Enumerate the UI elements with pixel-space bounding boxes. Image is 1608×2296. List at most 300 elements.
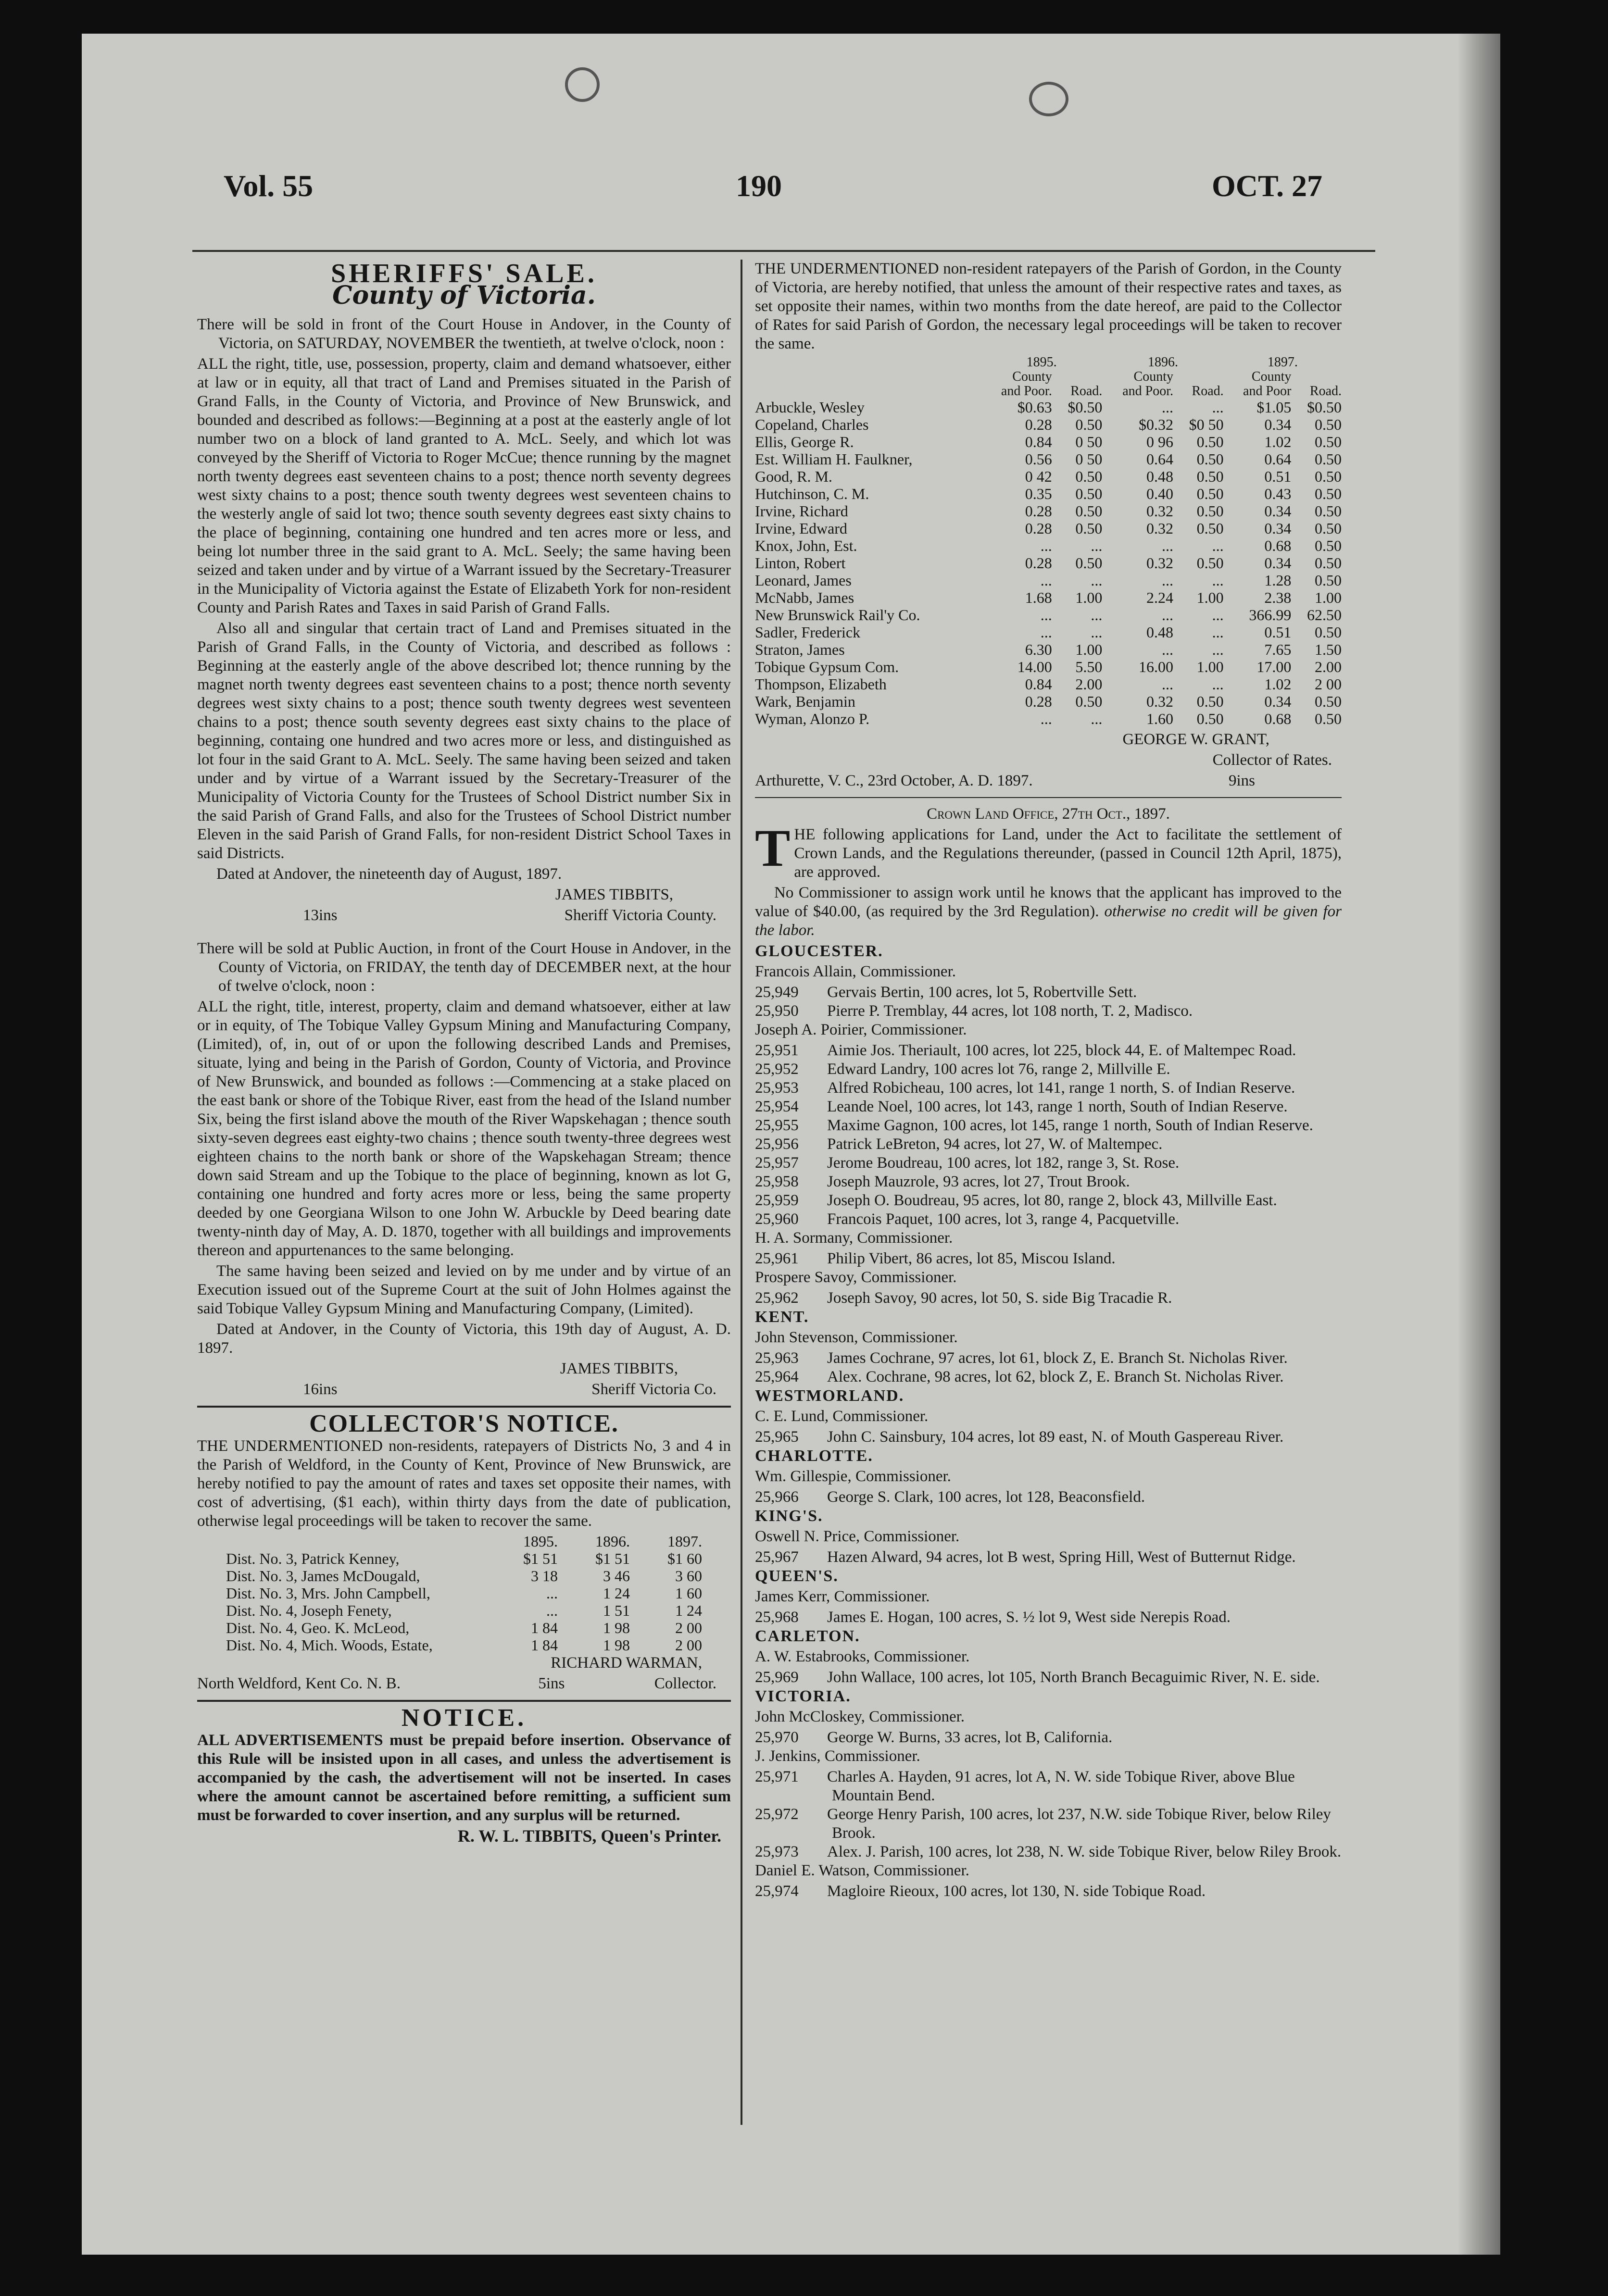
gordon-date-line (755, 772, 1342, 790)
amount-cell: 1.00 (1075, 589, 1103, 606)
amount-cell: $0 50 (1189, 416, 1224, 433)
amount-cell: 1 60 (675, 1585, 702, 1602)
column-divider (741, 260, 742, 2125)
gordon-dated: Arthurette, V. C., 23rd October, A. D. 1897. (755, 772, 1033, 789)
application-number: 25,970 (755, 1729, 799, 1746)
crown-note-text: No Commissioner to assign work until he knows that the applicant has improved to the value of $40.00, (as required by the 3rd Regulation). (755, 884, 1342, 920)
amount-cell: 0.50 (1196, 502, 1224, 520)
amount-cell: 0.48 (1146, 624, 1174, 641)
table-row (755, 468, 1342, 485)
amount-cell: ... (1162, 399, 1174, 416)
application-text: Aimie Jos. Theriault, 100 acres, lot 225, block 44, E. of Maltempec Road. (827, 1042, 1296, 1059)
issue-date: OCT. 27 (1212, 169, 1322, 203)
amount-cell: 0.50 (1315, 520, 1342, 537)
application-text: Charles A. Hayden, 91 acres, lot A, N. W. side Tobique River, above Blue Mountain Bend. (827, 1768, 1295, 1804)
amount-cell: 0.50 (1315, 468, 1342, 485)
amount-cell: ... (1212, 572, 1224, 589)
ratepayer-name: Thompson, Elizabeth (755, 675, 887, 693)
table-row (755, 537, 1342, 554)
amount-cell: 6.30 (1025, 641, 1052, 658)
application-text: Joseph Mauzrole, 93 acres, lot 27, Trout Brook. (827, 1173, 1130, 1190)
amount-cell: 0.34 (1264, 416, 1292, 433)
sheriff-para-2: Also all and singular that certain tract of Land and Premises situated in the Parish of Grand Falls, in the County of Victoria, and described as follows : Beginning at the easterly angle of the above described lot; thence running by the magnet north twenty degrees east seventeen chains to a post; thence north seventy degrees west sixty chains to a post; thence south twenty degrees west seventeen chains to a post; thence south seventy degrees east sixty chains to the place of beginning, containg one hundred and two acres more or less, and distinguished as lot four in the said Grant to A. McL. Seely. The same having been seized and taken under and by virtue of a Warrant issued by the Secretary-Treasurer of the Municipality of Victoria County for the Trustees of School District number Six in the said Parish of Grand Falls, and also for the Trustees of School District number Eleven in the said Parish of Grand Falls, for non-resident District School Taxes in said Districts. (197, 620, 731, 862)
application-number: 25,955 (755, 1117, 799, 1134)
application-text: Alex. J. Parish, 100 acres, lot 238, N. W. side Tobique River, below Riley Brook. (827, 1843, 1342, 1860)
application-entry (755, 1079, 1342, 1098)
application-text: Joseph O. Boudreau, 95 acres, lot 80, range 2, block 43, Millville East. (827, 1192, 1277, 1209)
commissioner-line: John McCloskey, Commissioner. (755, 1708, 965, 1725)
col-subheader: County (1133, 369, 1174, 384)
application-number: 25,971 (755, 1768, 799, 1785)
amount-cell: 1.00 (1315, 589, 1342, 606)
amount-cell: 0.50 (1196, 693, 1224, 710)
col-subheader: and Poor. (1001, 384, 1052, 399)
ratepayer-name: Dist. No. 3, Mrs. John Campbell, (226, 1585, 430, 1602)
amount-cell: 0.32 (1146, 520, 1174, 537)
collectors-notice-title: COLLECTOR'S NOTICE. (309, 1410, 619, 1437)
year-header: 1895. (1026, 355, 1057, 370)
amount-cell: 0.50 (1315, 572, 1342, 589)
application-number: 25,974 (755, 1883, 799, 1900)
table-row (755, 520, 1342, 537)
gordon-signer: GEORGE W. GRANT, (1122, 731, 1269, 748)
sheriff-signature-line (197, 906, 731, 925)
application-text: Pierre P. Tremblay, 44 acres, lot 108 north, T. 2, Madisco. (827, 1002, 1193, 1020)
table-row (226, 1636, 702, 1654)
auction-signer-title: Sheriff Victoria Co. (591, 1381, 716, 1398)
collector-signature-line (197, 1674, 731, 1693)
amount-cell: $1 51 (523, 1550, 558, 1567)
auction-signer: JAMES TIBBITS, (560, 1360, 678, 1377)
crown-intro (755, 819, 1342, 882)
gordon-ins: 9ins (1228, 772, 1255, 789)
application-number: 25,959 (755, 1192, 799, 1209)
amount-cell: 0.50 (1315, 693, 1342, 710)
application-entry (755, 1368, 1342, 1386)
ratepayer-name: Wyman, Alonzo P. (755, 710, 870, 727)
county-heading: GLOUCESTER. (755, 942, 883, 960)
amount-cell: 0.32 (1146, 554, 1174, 572)
section-rule (755, 797, 1342, 798)
amount-cell: 1 98 (603, 1619, 630, 1636)
application-text: John Wallace, 100 acres, lot 105, North Branch Becaguimic River, N. E. side. (827, 1669, 1320, 1686)
year-header: 1896. (1147, 355, 1178, 370)
amount-cell: ... (1040, 572, 1052, 589)
application-entry (755, 1098, 1342, 1116)
application-entry (755, 1548, 1342, 1567)
table-row (755, 675, 1342, 693)
table-row (755, 433, 1342, 450)
application-number: 25,951 (755, 1042, 799, 1059)
dropcap: T (755, 819, 791, 877)
application-text: Philip Vibert, 86 acres, lot 85, Miscou Island. (827, 1250, 1116, 1267)
application-text: James Cochrane, 97 acres, lot 61, block Z, E. Branch St. Nicholas River. (827, 1349, 1288, 1367)
application-text: Jerome Boudreau, 100 acres, lot 182, range 3, St. Rose. (827, 1154, 1180, 1172)
table-row (755, 589, 1342, 606)
county-heading: WESTMORLAND. (755, 1387, 904, 1405)
application-entry (755, 1041, 1342, 1060)
table-row (226, 1550, 702, 1567)
col-subheader: County (1012, 369, 1052, 384)
notice-title: NOTICE. (401, 1704, 527, 1732)
ratepayer-name: Straton, James (755, 641, 845, 658)
amount-cell: ... (1212, 606, 1224, 624)
amount-cell: 0.50 (1315, 537, 1342, 554)
sheriff-signer-title: Sheriff Victoria County. (564, 907, 716, 924)
amount-cell: ... (1040, 624, 1052, 641)
amount-cell: $1 51 (595, 1550, 630, 1567)
collector-table (226, 1533, 702, 1654)
county-heading: KING'S. (755, 1507, 823, 1525)
commissioner-line: J. Jenkins, Commissioner. (755, 1747, 920, 1765)
application-number: 25,963 (755, 1349, 799, 1367)
table-row (755, 416, 1342, 433)
application-text: Gervais Bertin, 100 acres, lot 5, Robertville Sett. (827, 984, 1137, 1001)
application-entry (755, 1135, 1342, 1154)
application-entry (755, 1289, 1342, 1308)
amount-cell: 0.51 (1264, 624, 1292, 641)
application-text: Alfred Robicheau, 100 acres, lot 141, range 1 north, S. of Indian Reserve. (827, 1079, 1295, 1097)
application-number: 25,960 (755, 1210, 799, 1228)
county-heading: CHARLOTTE. (755, 1447, 873, 1465)
application-entry (755, 983, 1342, 1002)
year-header: 1896. (595, 1533, 630, 1550)
table-header-row (226, 1533, 702, 1550)
amount-cell: 0 42 (1025, 468, 1052, 485)
amount-cell: 1.00 (1196, 589, 1224, 606)
collector-place: North Weldford, Kent Co. N. B. (197, 1675, 401, 1692)
amount-cell: ... (546, 1585, 558, 1602)
ratepayer-name: Dist. No. 3, Patrick Kenney, (226, 1550, 400, 1567)
ratepayer-name: Irvine, Richard (755, 502, 848, 520)
amount-cell: 0.50 (1196, 485, 1224, 502)
amount-cell: 0.28 (1025, 416, 1052, 433)
amount-cell: 3 46 (603, 1567, 630, 1585)
collector-ins: 5ins (538, 1675, 565, 1692)
amount-cell: 0.28 (1025, 693, 1052, 710)
amount-cell: 1.00 (1196, 658, 1224, 675)
commissioner-line: Prospere Savoy, Commissioner. (755, 1269, 957, 1286)
application-entry (755, 1002, 1342, 1021)
table-header-row (755, 384, 1342, 399)
auction-signature-line (197, 1380, 731, 1399)
header-rule (192, 250, 1375, 252)
amount-cell: 1.02 (1264, 433, 1292, 450)
amount-cell: 0.50 (1196, 710, 1224, 727)
amount-cell: $0.63 (1017, 399, 1052, 416)
amount-cell: 0.68 (1264, 710, 1292, 727)
amount-cell: 1 84 (531, 1619, 558, 1636)
amount-cell: 0.50 (1315, 433, 1342, 450)
application-number: 25,957 (755, 1154, 799, 1172)
crown-office-line: Crown Land Office, 27th Oct., 1897. (927, 805, 1170, 823)
amount-cell: 2 00 (675, 1619, 702, 1636)
amount-cell: 0.68 (1264, 537, 1292, 554)
amount-cell: 1 84 (531, 1636, 558, 1654)
sheriff-intro: There will be sold in front of the Court House in Andover, in the County of Victoria, on SATURDAY, NOVEMBER the twentieth, at twelve o'clock, noon : (197, 316, 731, 352)
col-subheader: and Poor. (1122, 384, 1174, 399)
table-row (755, 485, 1342, 502)
amount-cell: 0.40 (1146, 485, 1174, 502)
auction-ins: 16ins (303, 1381, 338, 1398)
amount-cell: 0.43 (1264, 485, 1292, 502)
amount-cell: ... (1091, 537, 1103, 554)
sheriff-para-1: ALL the right, title, use, possession, property, claim and demand whatsoever, either at law or in equity, all that tract of Land and Premises situated in the Parish of Grand Falls, in the County of Victoria, and Province of New Brunswick, and bounded and described as follows:—Beginning at a post at the easterly angle of lot number two on a block of land granted to A. McL. Seely, and which lot was conveyed by the Sheriff of Victoria to Roger McCue; thence running by the magnet north twenty degrees east seventeen chains to a post; thence north seventy degrees west sixty chains to a post; thence south twenty degrees west seventeen chains to the westerly angle of said lot two; thence south seventy degrees east sixty chains to the place of beginning, containing one hundred and ten acres more or less, and being lot number three in the said grant to A. McL. Seely; the same having been seized and taken under and by virtue of a Warrant issued by the Secretary-Treasurer in the Municipality of Victoria against the Estate of Elizabeth York for non-resident County and Parish Rates and Taxes in said Parish of Grand Falls. (197, 355, 731, 616)
application-number: 25,966 (755, 1488, 799, 1506)
amount-cell: 17.00 (1256, 658, 1292, 675)
amount-cell: 2.00 (1075, 675, 1103, 693)
amount-cell: 0.84 (1025, 433, 1052, 450)
amount-cell: 0.34 (1264, 693, 1292, 710)
amount-cell: 16.00 (1139, 658, 1174, 675)
application-number: 25,956 (755, 1136, 799, 1153)
ratepayer-name: Tobique Gypsum Com. (755, 658, 899, 675)
ratepayer-name: Knox, John, Est. (755, 537, 857, 554)
col-subheader: Road. (1192, 384, 1224, 399)
amount-cell: 0.28 (1025, 502, 1052, 520)
ratepayer-name: Dist. No. 4, Mich. Woods, Estate, (226, 1636, 433, 1654)
amount-cell: 1.02 (1264, 675, 1292, 693)
county-heading: VICTORIA. (755, 1687, 851, 1705)
ratepayer-name: Irvine, Edward (755, 520, 847, 537)
auction-intro: There will be sold at Public Auction, in front of the Court House in Andover, in the County of Victoria, on FRIDAY, the tenth day of DECEMBER next, at the hour of twelve o'clock, noon : (197, 940, 731, 995)
amount-cell: 1.60 (1146, 710, 1174, 727)
amount-cell: ... (1212, 537, 1224, 554)
table-row (755, 554, 1342, 572)
application-entry (755, 1349, 1342, 1368)
year-header: 1895. (523, 1533, 558, 1550)
table-header-row (755, 370, 1342, 384)
application-text: Leande Noel, 100 acres, lot 143, range 1 north, South of Indian Reserve. (827, 1098, 1288, 1115)
amount-cell: 0.50 (1075, 468, 1103, 485)
application-entry (755, 1882, 1342, 1901)
amount-cell: 2 00 (1315, 675, 1342, 693)
amount-cell: 0.48 (1146, 468, 1174, 485)
amount-cell: 0.56 (1025, 450, 1052, 468)
table-row (226, 1567, 702, 1585)
application-number: 25,965 (755, 1428, 799, 1446)
application-entry (755, 1428, 1342, 1447)
amount-cell: 0.84 (1025, 675, 1052, 693)
application-number: 25,953 (755, 1079, 799, 1097)
application-text: Patrick LeBreton, 94 acres, lot 27, W. of Maltempec. (827, 1136, 1163, 1153)
ratepayer-name: Dist. No. 4, Joseph Fenety, (226, 1602, 392, 1619)
amount-cell: ... (1162, 606, 1174, 624)
commissioner-line: C. E. Lund, Commissioner. (755, 1408, 929, 1425)
amount-cell: 0.50 (1075, 416, 1103, 433)
application-entry (755, 1191, 1342, 1210)
col-subheader: Road. (1309, 384, 1342, 399)
amount-cell: 0.28 (1025, 520, 1052, 537)
application-text: John C. Sainsbury, 104 acres, lot 89 east, N. of Mouth Gaspereau River. (827, 1428, 1284, 1446)
left-column (197, 260, 731, 1847)
amount-cell: 0.50 (1315, 710, 1342, 727)
application-text: George W. Burns, 33 acres, lot B, California. (827, 1729, 1113, 1746)
amount-cell: 0.50 (1075, 502, 1103, 520)
ratepayer-name: Sadler, Frederick (755, 624, 861, 641)
amount-cell: $0.50 (1307, 399, 1342, 416)
amount-cell: 2.24 (1146, 589, 1174, 606)
amount-cell: 1 24 (675, 1602, 702, 1619)
amount-cell: 0.51 (1264, 468, 1292, 485)
amount-cell: 7.65 (1264, 641, 1292, 658)
amount-cell: ... (1040, 606, 1052, 624)
amount-cell: ... (1162, 572, 1174, 589)
amount-cell: $1 60 (667, 1550, 702, 1567)
application-number: 25,961 (755, 1250, 799, 1267)
crown-intro-text: HE following applications for Land, under the Act to facilitate the settlement of Crown Lands, and the Regulations thereunder, (passed in Council 12th April, 1875), are approved. (794, 826, 1342, 881)
table-row (755, 606, 1342, 624)
amount-cell: ... (1091, 606, 1103, 624)
application-entry (755, 1116, 1342, 1135)
amount-cell: ... (1091, 710, 1103, 727)
amount-cell: 0.50 (1315, 416, 1342, 433)
ratepayer-name: Leonard, James (755, 572, 852, 589)
amount-cell: 0.32 (1146, 502, 1174, 520)
amount-cell: 0.64 (1146, 450, 1174, 468)
amount-cell: 0 50 (1075, 433, 1103, 450)
application-number: 25,949 (755, 984, 799, 1001)
gordon-intro: THE UNDERMENTIONED non-resident ratepayers of the Parish of Gordon, in the County of Victoria, are hereby notified, that unless the amount of their respective rates and taxes, as set opposite their names, within two months from the date hereof, are paid to the Collector of Rates for said Parish of Gordon, the necessary legal proceedings will be taken to recover the same. (755, 260, 1342, 352)
sheriff-dated: Dated at Andover, the nineteenth day of August, 1897. (216, 865, 562, 883)
right-column (755, 260, 1342, 1901)
table-row (755, 693, 1342, 710)
application-number: 25,950 (755, 1002, 799, 1020)
application-text: Maxime Gagnon, 100 acres, lot 145, range 1 north, South of Indian Reserve. (827, 1117, 1313, 1134)
amount-cell: 3 60 (675, 1567, 702, 1585)
amount-cell: 0.50 (1315, 554, 1342, 572)
table-row (226, 1585, 702, 1602)
amount-cell: 3 18 (531, 1567, 558, 1585)
amount-cell: 0.50 (1075, 554, 1103, 572)
application-entry (755, 1249, 1342, 1268)
sheriffs-sale-title: SHERIFFS' SALE. (331, 259, 597, 288)
commissioner-line: Oswell N. Price, Commissioner. (755, 1528, 960, 1545)
amount-cell: ... (1212, 675, 1224, 693)
auction-para-1: ALL the right, title, interest, property, claim and demand whatsoever, either at law or in equity, of The Tobique Valley Gypsum Mining and Manufacturing Company, (Limited), of, in, out of or upon the following described Lands and Premises, situate, lying and being in the Parish of Gordon, County of Victoria, and Province of New Brunswick, and bounded as follows :—Commencing at a stake placed on the east bank or shore of the Tobique River, east from the head of the Island number Six, being the first island above the mouth of the River Wapskehagan ; thence south sixty-seven degrees east eighty-two chains ; thence south twenty-three degrees west eighteen chains to the north bank or shore of the Wapskehagan Stream; thence down said Stream and up the Tobique to the place of beginning, known as lot G, containing one hundred and forty acres more or less, being the same property deeded by one Georgiana Wilson to one John W. Arbuckle by Deed bearing date twenty-ninth day of May, A. D. 1870, together with all buildings and improvements thereon and appurtenances to the same belonging. (197, 998, 731, 1259)
amount-cell: 2 00 (675, 1636, 702, 1654)
amount-cell: 0.50 (1075, 520, 1103, 537)
amount-cell: ... (1212, 641, 1224, 658)
amount-cell: 0.28 (1025, 554, 1052, 572)
application-text: James E. Hogan, 100 acres, S. ½ lot 9, West side Nerepis Road. (827, 1609, 1231, 1626)
collector-intro: THE UNDERMENTIONED non-residents, ratepayers of Districts No, 3 and 4 in the Parish of Weldford, in the County of Kent, Province of New Brunswick, are hereby notified to pay the amount of rates and taxes set opposite their names, with cost of advertising, ($1 each), within thirty days from the date of publication, otherwise legal proceedings will be taken to recover the same. (197, 1437, 731, 1530)
table-row (755, 710, 1342, 727)
commissioner-line: John Stevenson, Commissioner. (755, 1329, 958, 1346)
application-number: 25,968 (755, 1609, 799, 1626)
amount-cell: 0.50 (1315, 450, 1342, 468)
application-number: 25,962 (755, 1289, 799, 1307)
table-row (226, 1619, 702, 1636)
table-row (755, 641, 1342, 658)
amount-cell: 14.00 (1017, 658, 1052, 675)
year-header: 1897. (1267, 355, 1298, 370)
county-heading: KENT. (755, 1308, 809, 1326)
amount-cell: $0.32 (1139, 416, 1174, 433)
gordon-table (755, 355, 1342, 727)
amount-cell: ... (1212, 624, 1224, 641)
application-number: 25,964 (755, 1368, 799, 1385)
section-rule (197, 1406, 731, 1408)
binding-hole (1029, 82, 1068, 116)
gordon-signer-title: Collector of Rates. (1212, 751, 1332, 769)
amount-cell: 0 96 (1146, 433, 1174, 450)
amount-cell: 5.50 (1075, 658, 1103, 675)
crown-applications (755, 942, 1342, 1901)
amount-cell: 0.50 (1315, 624, 1342, 641)
application-entry (755, 1173, 1342, 1191)
application-text: Edward Landry, 100 acres lot 76, range 2, Millville E. (827, 1061, 1170, 1078)
amount-cell: 0.34 (1264, 554, 1292, 572)
col-subheader: Road. (1070, 384, 1103, 399)
col-subheader: County (1251, 369, 1292, 384)
application-entry (755, 1488, 1342, 1507)
application-number: 25,972 (755, 1806, 799, 1823)
table-row (755, 502, 1342, 520)
amount-cell: 0.50 (1315, 502, 1342, 520)
ratepayer-name: Dist. No. 4, Geo. K. McLeod, (226, 1619, 410, 1636)
ratepayer-name: Wark, Benjamin (755, 693, 855, 710)
table-row (755, 624, 1342, 641)
amount-cell: ... (546, 1602, 558, 1619)
application-number: 25,973 (755, 1843, 799, 1860)
newspaper-page (82, 34, 1500, 2255)
amount-cell: 0.50 (1075, 693, 1103, 710)
application-entry (755, 1210, 1342, 1229)
amount-cell: ... (1040, 710, 1052, 727)
ratepayer-name: Arbuckle, Wesley (755, 399, 865, 416)
amount-cell: 0 50 (1075, 450, 1103, 468)
auction-para-2: The same having been seized and levied on by me under and by virtue of an Execution issued out of the Supreme Court at the suit of John Holmes against the said Tobique Valley Gypsum Mining and Manufacturing Company, (Limited). (197, 1262, 731, 1317)
amount-cell: 0.50 (1315, 485, 1342, 502)
ratepayer-name: Linton, Robert (755, 554, 846, 572)
application-entry (755, 1608, 1342, 1627)
amount-cell: 1 51 (603, 1602, 630, 1619)
collector-signer: RICHARD WARMAN, (551, 1654, 702, 1672)
amount-cell: 1 24 (603, 1585, 630, 1602)
amount-cell: 0.34 (1264, 520, 1292, 537)
sheriff-ins: 13ins (303, 907, 338, 924)
binding-hole (565, 67, 600, 102)
application-number: 25,967 (755, 1548, 799, 1566)
table-header-row (755, 355, 1342, 370)
commissioner-line: James Kerr, Commissioner. (755, 1588, 930, 1605)
table-row (755, 450, 1342, 468)
collector-signer-title: Collector. (654, 1675, 716, 1692)
auction-dated: Dated at Andover, in the County of Victoria, this 19th day of August, A. D. 1897. (197, 1321, 731, 1357)
amount-cell: ... (1091, 624, 1103, 641)
amount-cell: 0.34 (1264, 502, 1292, 520)
ratepayer-name: Ellis, George R. (755, 433, 854, 450)
amount-cell: 0.64 (1264, 450, 1292, 468)
commissioner-line: A. W. Estabrooks, Commissioner. (755, 1648, 970, 1665)
county-heading: QUEEN'S. (755, 1567, 839, 1585)
amount-cell: 1.28 (1264, 572, 1292, 589)
col-subheader: and Poor (1243, 384, 1292, 399)
amount-cell: 0.50 (1196, 520, 1224, 537)
notice-body: ALL ADVERTISEMENTS must be prepaid before insertion. Observance of this Rule will be insisted upon in all cases, and unless the advertisement is accompanied by the cash, the advertisement will not be inserted. In cases where the amount cannot be ascertained before remitting, a sufficient sum must be forwarded to cover insertion, and any surplus will be returned. (197, 1732, 731, 1824)
amount-cell: ... (1162, 641, 1174, 658)
amount-cell: 0.35 (1025, 485, 1052, 502)
amount-cell: $0.50 (1068, 399, 1103, 416)
amount-cell: 2.38 (1264, 589, 1292, 606)
application-text: Alex. Cochrane, 98 acres, lot 62, block Z, E. Branch St. Nicholas River. (827, 1368, 1284, 1385)
section-rule (197, 1700, 731, 1702)
commissioner-line: H. A. Sormany, Commissioner. (755, 1229, 953, 1247)
amount-cell: ... (1091, 572, 1103, 589)
amount-cell: ... (1162, 675, 1174, 693)
table-row (755, 572, 1342, 589)
